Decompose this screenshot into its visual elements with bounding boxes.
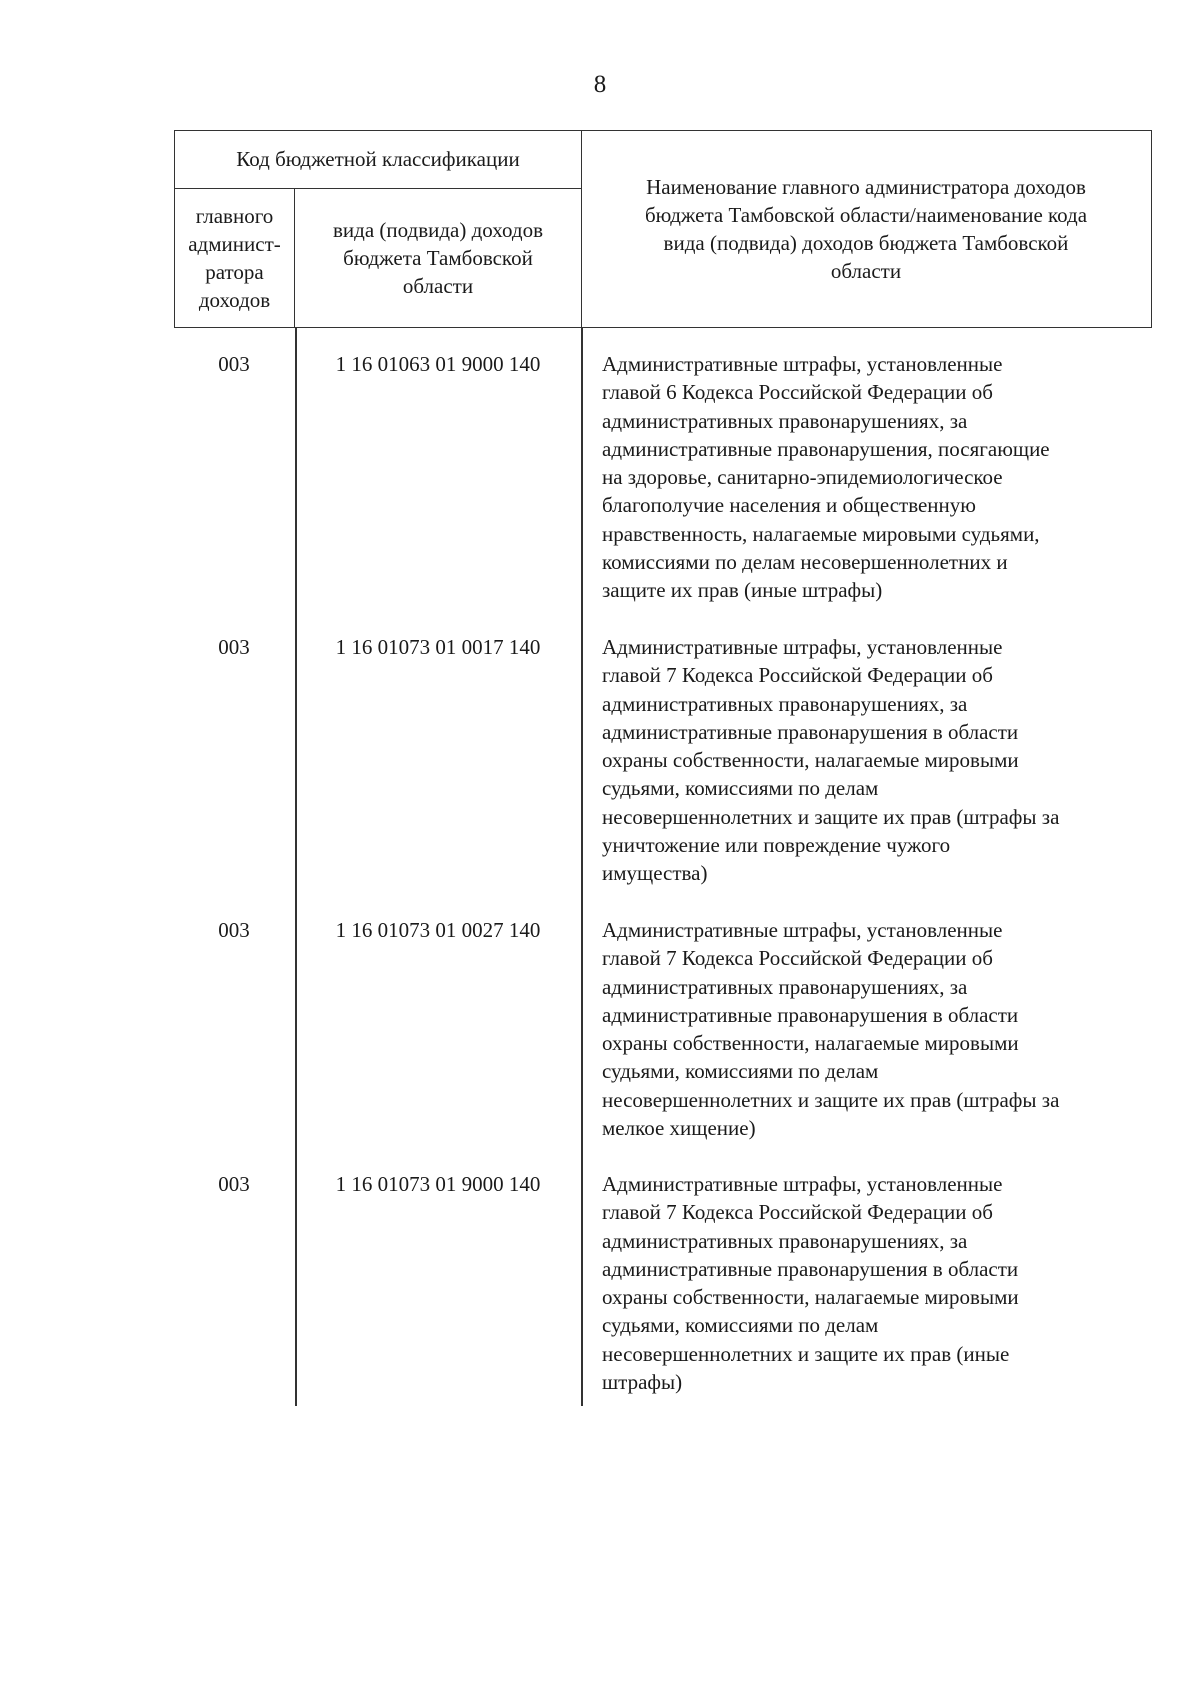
cell-revenue-name: Административные штрафы, установленные главой 6 Кодекса Российской Федерации об административных правонарушениях, за административные правонарушения, посягающие на здоровье, санитарно-эпидемиологическое благополучие населения и общественную нравственность, налагаемые мировыми судьями, комиссиями по делам несовершеннолетних и защите их прав (иные штрафы) [602,352,1050,603]
page-number: 8 [593,71,607,98]
cell-revenue-code: 1 16 01063 01 9000 140 [335,352,541,376]
header-administrator-name: Наименование главного администратора доходов бюджета Тамбовской области/наименование кода вида (подвида) доходов бюджета Тамбовской области [644,175,1088,283]
cell-admin-code: 003 [218,918,250,942]
header-main-administrator: главного админист- ратора доходов [175,189,295,327]
cell-revenue-name: Административные штрафы, установленные главой 7 Кодекса Российской Федерации об административных правонарушениях, за административные правонарушения в области охраны собственности, налагаемые мировыми судьями, комиссиями по делам несовершеннолетних и защите их прав (штрафы за мелкое хищение) [602,918,1060,1141]
cell-revenue-name: Административные штрафы, установленные главой 7 Кодекса Российской Федерации об административных правонарушениях, за административные правонарушения в области охраны собственности, налагаемые мировыми судьями, комиссиями по делам несовершеннолетних и защите их прав (иные штрафы) [602,1172,1019,1395]
cell-revenue-code: 1 16 01073 01 0027 140 [335,918,541,942]
header-revenue-kind: вида (подвида) доходов бюджета Тамбовской области [295,189,582,327]
column-divider [295,328,297,1406]
cell-revenue-code: 1 16 01073 01 9000 140 [335,1172,541,1196]
cell-admin-code: 003 [218,635,250,659]
cell-revenue-code: 1 16 01073 01 0017 140 [335,635,541,659]
cell-admin-code: 003 [218,352,250,376]
column-divider [581,328,583,1406]
table-header [174,130,1152,328]
cell-admin-code: 003 [218,1172,250,1196]
cell-revenue-name: Административные штрафы, установленные главой 7 Кодекса Российской Федерации об административных правонарушениях, за административные правонарушения в области охраны собственности, налагаемые мировыми судьями, комиссиями по делам несовершеннолетних и защите их прав (штрафы за уничтожение или повреждение чужого имущества) [602,635,1060,886]
header-budget-classification-code: Код бюджетной классификации [175,131,582,189]
